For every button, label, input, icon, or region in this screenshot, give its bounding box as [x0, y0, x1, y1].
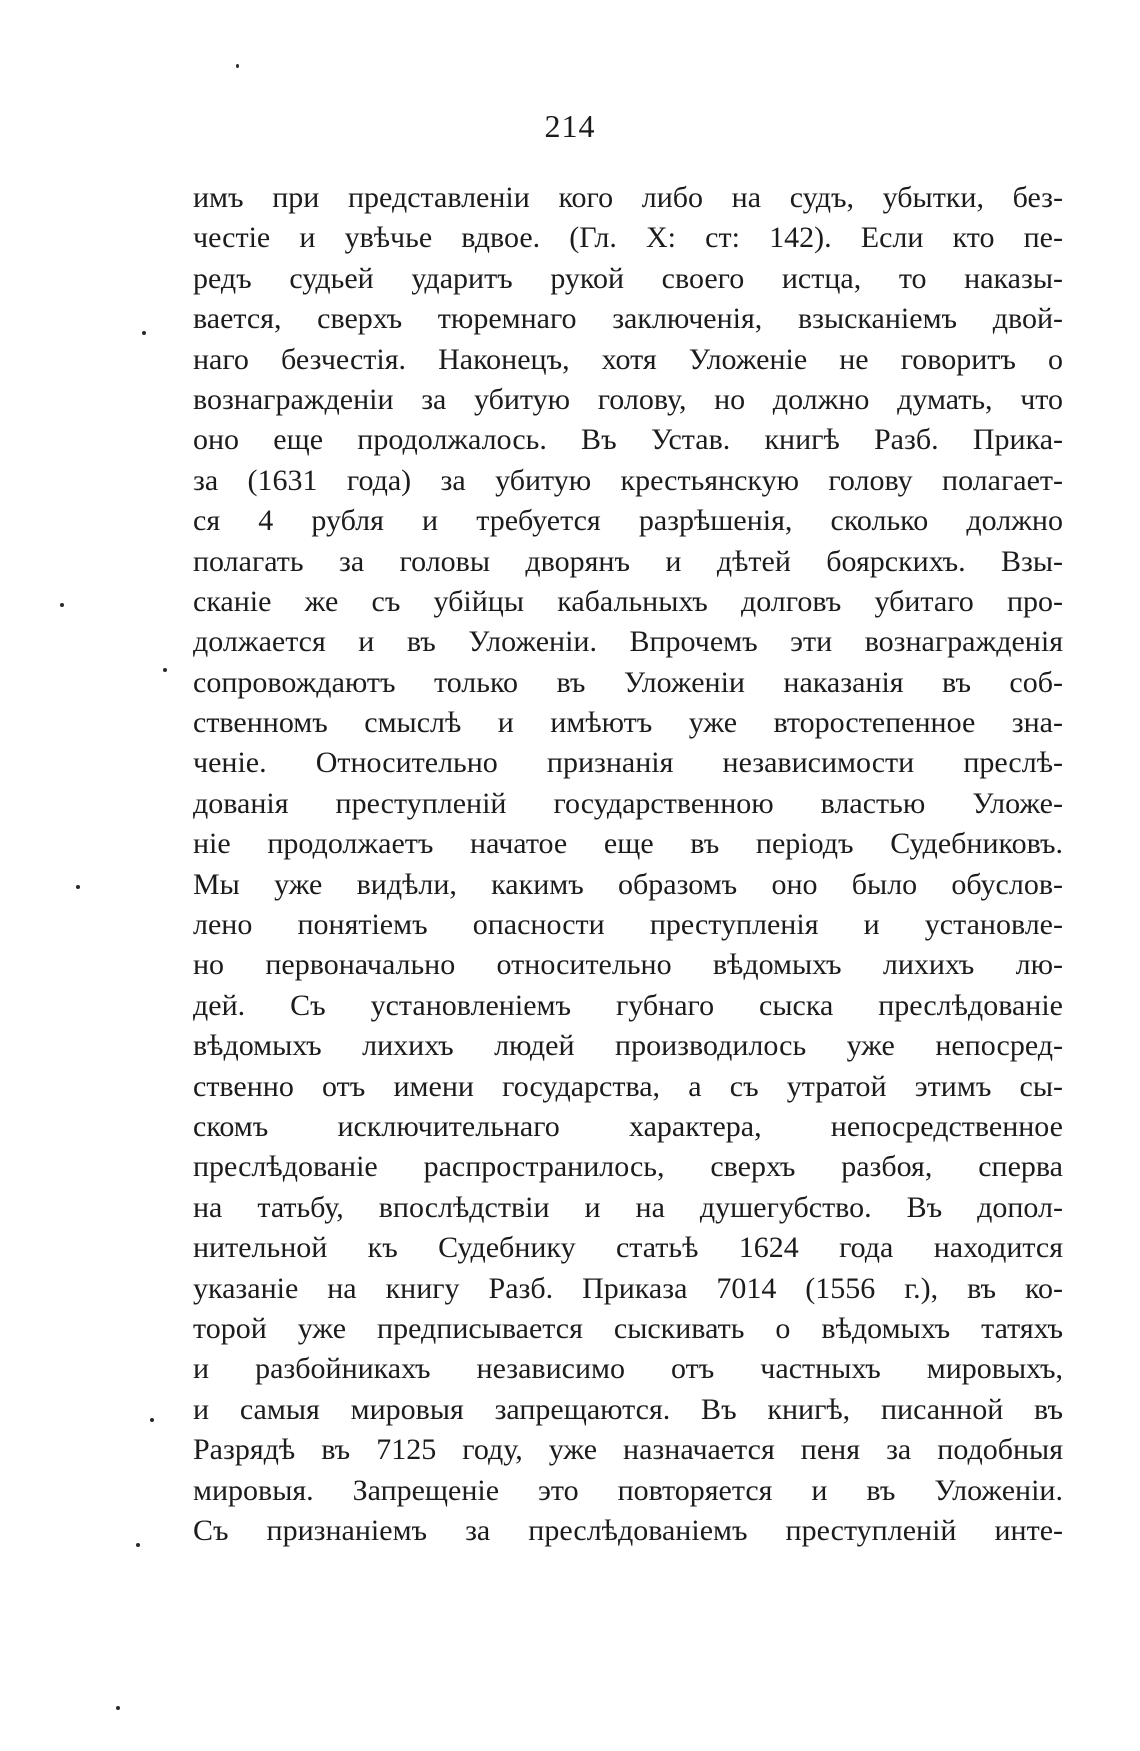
- text-line: Съ признаніемъ за преслѣдованіемъ преступленій инте-: [193, 1513, 1063, 1547]
- text-line: вается, сверхъ тюремнаго заключенія, взысканіемъ двой-: [193, 302, 1063, 336]
- text-line: дей. Съ установленіемъ губнаго сыска преслѣдованіе: [193, 988, 1063, 1022]
- text-line: дованія преступленій государственною властью Уложе-: [193, 786, 1063, 820]
- text-line: редъ судьей ударитъ рукой своего истца, то наказы-: [193, 261, 1063, 295]
- text-line: и самыя мировыя запрещаются. Въ книгѣ, писанной въ: [193, 1392, 1063, 1426]
- text-line: оно еще продолжалось. Въ Устав. книгѣ Разб. Прика-: [193, 423, 1063, 457]
- text-line: Разрядѣ въ 7125 году, уже назначается пеня за подобныя: [193, 1433, 1063, 1467]
- text-line: скомъ исключительнаго характера, непосредственное: [193, 1109, 1063, 1143]
- text-line: мировыя. Запрещеніе это повторяется и въ Уложеніи.: [193, 1473, 1063, 1507]
- scan-speck: [136, 1543, 140, 1547]
- text-line: наго безчестія. Наконецъ, хотя Уложеніе не говоритъ о: [193, 342, 1063, 376]
- scan-speck: [150, 1418, 154, 1422]
- text-line: ніе продолжаетъ начатое еще въ періодъ Судебниковъ.: [193, 827, 1063, 861]
- scan-speck: [236, 64, 239, 68]
- text-line: преслѣдованіе распространилось, сверхъ разбоя, сперва: [193, 1150, 1063, 1184]
- text-line: честіе и увѣчье вдвое. (Гл. X: ст: 142). Если кто пе-: [193, 221, 1063, 255]
- text-line: ся 4 рубля и требуется разрѣшенія, сколько должно: [193, 504, 1063, 538]
- text-line: имъ при представленіи кого либо на судъ, убытки, без-: [193, 181, 1063, 214]
- text-line: нительной къ Судебнику статьѣ 1624 года находится: [193, 1231, 1063, 1265]
- text-line: торой уже предписывается сыскивать о вѣдомыхъ татяхъ: [193, 1311, 1063, 1345]
- body-text: [193, 178, 1063, 1551]
- scan-speck: [142, 331, 146, 335]
- text-line: ченіе. Относительно признанія независимости преслѣ-: [193, 746, 1063, 780]
- text-line: ственно отъ имени государства, а съ утратой этимъ сы-: [193, 1069, 1063, 1103]
- scan-speck: [116, 1706, 120, 1710]
- text-line: Мы уже видѣли, какимъ образомъ оно было обуслов-: [193, 867, 1063, 901]
- text-line: и разбойникахъ независимо отъ частныхъ мировыхъ,: [193, 1352, 1063, 1386]
- text-line: на татьбу, впослѣдствіи и на душегубство. Въ допол-: [193, 1190, 1063, 1224]
- text-line: сопровождаютъ только въ Уложеніи наказанія въ соб-: [193, 665, 1063, 699]
- text-line: указаніе на книгу Разб. Приказа 7014 (1556 г.), въ ко-: [193, 1271, 1063, 1305]
- text-line: вѣдомыхъ лихихъ людей производилось уже непосред-: [193, 1029, 1063, 1063]
- text-line: должается и въ Уложеніи. Впрочемъ эти вознагражденія: [193, 625, 1063, 659]
- text-line: лено понятіемъ опасности преступленія и установле-: [193, 908, 1063, 942]
- scan-speck: [163, 668, 167, 672]
- scan-speck: [76, 885, 80, 889]
- text-line: вознагражденіи за убитую голову, но должно думать, что: [193, 382, 1063, 416]
- page-number: 214: [544, 108, 596, 144]
- text-line: за (1631 года) за убитую крестьянскую голову полагает-: [193, 463, 1063, 497]
- text-line: ственномъ смыслѣ и имѣютъ уже второстепенное зна-: [193, 706, 1063, 740]
- text-line: полагать за головы дворянъ и дѣтей боярскихъ. Взы-: [193, 544, 1063, 578]
- text-line: но первоначально относительно вѣдомыхъ лихихъ лю-: [193, 948, 1063, 982]
- scan-speck: [60, 603, 64, 607]
- text-line: сканіе же съ убійцы кабальныхъ долговъ убитаго про-: [193, 584, 1063, 618]
